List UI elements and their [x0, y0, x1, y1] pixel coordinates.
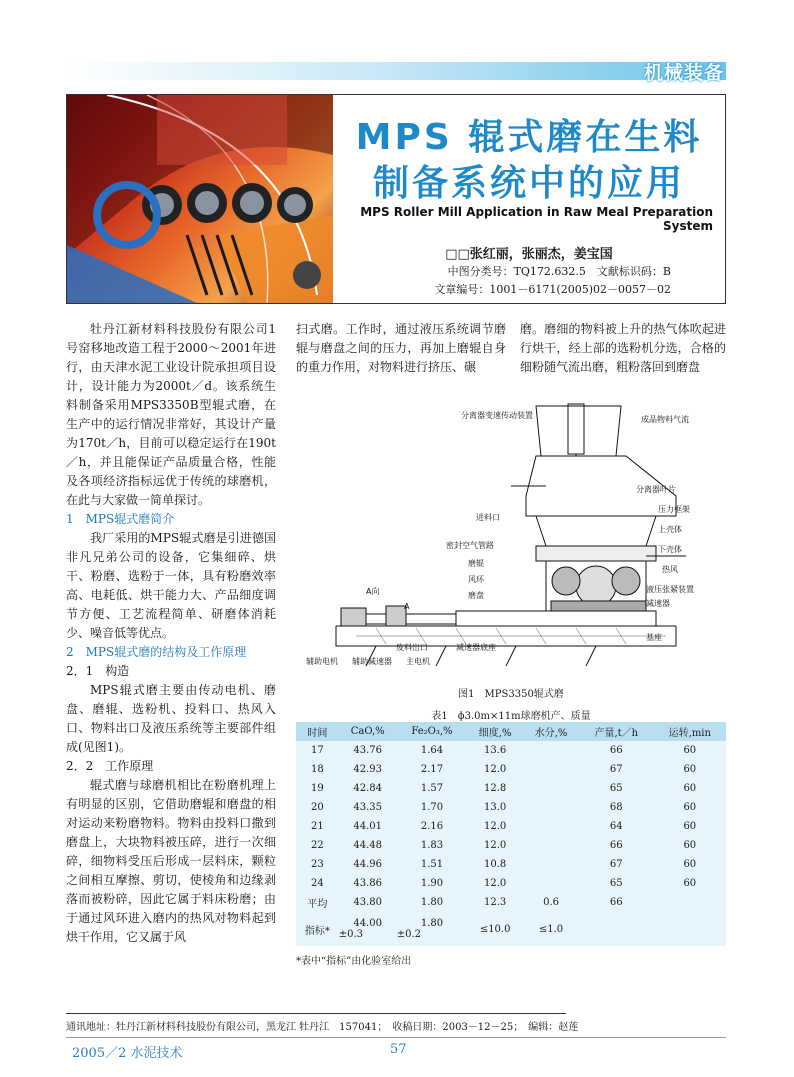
production-quality-table [296, 722, 726, 946]
page-number: 57 [390, 1042, 407, 1057]
table-row [296, 836, 726, 855]
table-cell [523, 798, 579, 817]
table-cell [654, 893, 726, 912]
header-band [66, 62, 726, 80]
spec-cao-value: 44.00 [353, 918, 383, 929]
table-cell: 60 [683, 878, 697, 889]
intro-paragraph: 牡丹江新材料科技股份有限公司1号窑移地改造工程于2000～2001年进行，由天津水泥工业设计院承担项目设计，设计能力为2000t／d。该系统生料制备采用MPS3350B型辊式磨，在生产中的运行情况非常好，其设计产量为170t／h，目前可以稳定运行在190t／h，并且能保证产品质量合格，性能及各项经济指标远优于传统的球磨机，在此与大家做一简单探讨。 [66, 322, 276, 507]
table-cell: 13.0 [484, 802, 507, 813]
english-title: MPS Roller Mill Application in Raw Meal Preparation System [360, 205, 713, 233]
column-header: 细度,% [478, 728, 512, 739]
table-cell: ≤10.0 [479, 923, 511, 935]
journal-name: 2005／2 水泥技术 [72, 1046, 183, 1061]
column-3 [520, 320, 726, 377]
label-hydraulic-tension: 液压张紧装置 [646, 585, 694, 594]
table-cell: 1.57 [420, 783, 444, 794]
table-cell: 60 [683, 745, 697, 756]
table-row [296, 874, 726, 893]
table-row [296, 893, 726, 912]
column-2 [296, 320, 506, 377]
label-reducer-base: 减速器底座 [456, 643, 496, 652]
gear-illustration [67, 95, 333, 303]
figure-caption: 图1 MPS3350辊式磨 [458, 689, 564, 700]
table-cell [339, 912, 397, 946]
subsection-2-1-paragraph: MPS辊式磨主要由传动电机、磨盘、磨辊、选粉机、投料口、热风入口、物料出口及液压系统等主要部件组成(见图1)。 [66, 683, 276, 754]
table-cell: 67 [609, 764, 623, 775]
table-cell: 1.80 [420, 897, 444, 908]
table-cell: 60 [683, 802, 697, 813]
table-cell: 60 [683, 840, 697, 851]
table-row [296, 779, 726, 798]
label-feed-inlet: 进料口 [476, 513, 500, 522]
column-1 [66, 320, 276, 947]
table-cell [397, 912, 467, 946]
gear-artwork [67, 95, 333, 303]
table-cell: 43.86 [353, 878, 383, 889]
column-2-text: 扫式磨。工作时，通过液压系统调节磨辊与磨盘之间的压力，再加上磨辊自身的重力作用，对物料进行挤压、碾 [296, 322, 506, 374]
spec-fe-tolerance: ±0.2 [396, 929, 422, 940]
table-cell: 44.96 [353, 859, 383, 870]
table-cell: 64 [609, 821, 623, 832]
article-number: 文章编号：1001－6171(2005)02－0057－02 [434, 283, 671, 296]
table-cell: 66 [609, 745, 623, 756]
label-main-motor: 主电机 [406, 657, 430, 666]
table-cell: 42.84 [353, 783, 383, 794]
table-cell: 44.48 [353, 840, 383, 851]
table-cell: 24 [311, 878, 324, 889]
table-cell: 10.8 [484, 859, 507, 870]
table-cell: 42.93 [353, 764, 383, 775]
table-row [296, 817, 726, 836]
table-row [296, 741, 726, 760]
table-row [296, 798, 726, 817]
table-cell: 13.6 [484, 745, 507, 756]
table-cell: 43.80 [353, 897, 383, 908]
label-foundation: 基座 [646, 633, 662, 642]
spec-cao-tolerance: ±0.3 [338, 929, 364, 940]
column-header: 水分,% [534, 728, 568, 739]
table-cell: 1.51 [420, 859, 444, 870]
table-cell: 44.01 [353, 821, 383, 832]
table-cell: 60 [683, 783, 697, 794]
article-title-line1: MPS 辊式磨在生料 [355, 117, 703, 158]
table-cell: 19 [311, 783, 324, 794]
label-wind-ring: 风环 [468, 575, 484, 584]
table-cell: 60 [683, 821, 697, 832]
table-cell [523, 779, 579, 798]
footer-divider [66, 1013, 566, 1014]
footer-bottom-rule [66, 1037, 726, 1038]
table-cell: 2.17 [420, 764, 444, 775]
table-row [296, 855, 726, 874]
table-cell [523, 836, 579, 855]
table-cell: 23 [311, 859, 324, 870]
table-cell: 12.0 [484, 840, 507, 851]
table-cell: 22 [311, 840, 324, 851]
column-3-text: 磨。磨细的物料被上升的热气体吹起进行烘干，经上部的选粉机分选，合格的细粉随气流出磨，粗粉落回到磨盘 [520, 322, 726, 374]
table-cell [654, 912, 726, 946]
authors: □□张红丽，张丽杰，姜宝国 [445, 247, 613, 262]
table-cell: 66 [609, 897, 623, 908]
table-cell [523, 874, 579, 893]
table-cell: 1.90 [420, 878, 444, 889]
table-cell: 65 [609, 878, 623, 889]
column-header: Fe₂O₃,% [411, 726, 453, 737]
label-reject-outlet: 废料出口 [396, 643, 428, 652]
table-cell: 指标* [304, 925, 330, 937]
label-thrust-reducer: 减速器 [646, 599, 670, 608]
table-cell: 1.83 [420, 840, 444, 851]
table-cell: 21 [311, 821, 324, 832]
label-hot-air: 热风 [662, 565, 678, 574]
label-separator-drive: 分离器变速传动装置 [461, 411, 533, 420]
table-cell: 0.6 [543, 897, 559, 908]
table-cell [523, 817, 579, 836]
table-row-spec [296, 912, 726, 946]
column-header: CaO,% [350, 726, 385, 737]
table-cell [523, 760, 579, 779]
table-cell: 1.70 [420, 802, 444, 813]
label-marker-a: A [404, 602, 410, 611]
subsection-heading-2-1: 2．1 构造 [66, 664, 130, 678]
table-cell [523, 741, 579, 760]
table-cell: 12.0 [484, 764, 507, 775]
section-label: 机械装备 [643, 62, 724, 84]
label-aux-reducer: 辅助减速器 [352, 657, 392, 666]
table-cell: 12.3 [484, 897, 507, 908]
table-header-row [296, 722, 726, 741]
label-table: 磨盘 [468, 591, 484, 600]
subsection-heading-2-2: 2．2 工作原理 [66, 759, 154, 773]
table-cell: 18 [311, 764, 324, 775]
table-cell: 60 [683, 764, 697, 775]
footer-contact: 通讯地址：牡丹江新材料科技股份有限公司，黑龙江 牡丹江 157041； 收稿日期：2003－12－25； 编辑：赵莲 [66, 1022, 579, 1033]
table-cell: 43.76 [353, 745, 383, 756]
table-cell: 66 [609, 840, 623, 851]
table-cell [579, 912, 654, 946]
table-cell: 43.35 [353, 802, 383, 813]
table-cell: 60 [683, 859, 697, 870]
column-header: 产量,t／h [594, 728, 639, 739]
label-seal-air-pipe: 密封空气管路 [446, 541, 494, 550]
table-cell: ≤1.0 [538, 923, 564, 935]
article-title-line2: 制备系统中的应用 [372, 163, 685, 204]
label-upper-housing: 上壳体 [658, 525, 682, 534]
label-separator-blades: 分离器叶片 [636, 485, 676, 494]
title-block [333, 95, 725, 303]
label-section-a: A向 [366, 587, 380, 596]
spec-fe-value: 1.80 [420, 918, 444, 929]
label-pressure-frame: 压力框架 [658, 505, 690, 514]
label-aux-motor: 辅助电机 [306, 657, 338, 666]
table-cell: 20 [311, 802, 324, 813]
table-cell: 平均 [307, 899, 328, 910]
label-product-airflow: 成品物料气流 [641, 415, 689, 424]
table-cell: 1.64 [420, 745, 444, 756]
table-cell: 12.0 [484, 821, 507, 832]
section-heading-2: 2 MPS辊式磨的结构及工作原理 [66, 645, 247, 659]
table-cell [523, 855, 579, 874]
label-lower-housing: 下壳体 [658, 545, 682, 554]
table-row [296, 760, 726, 779]
table-cell: 2.16 [420, 821, 444, 832]
table-cell: 12.0 [484, 878, 507, 889]
mill-diagram [296, 396, 726, 676]
table-cell: 67 [609, 859, 623, 870]
table-note: *表中“指标”由化验室给出 [296, 956, 412, 967]
subsection-2-2-paragraph: 辊式磨与球磨机相比在粉磨机理上有明显的区别，它借助磨辊和磨盘的相对运动来粉磨物料。物料由投料口撒到磨盘上，大块物料被压碎，进行一次细碎，细物料受压后形成一层料床，颗粒之间相互摩擦、剪切，使棱角和边缘剥落而被粉碎，因此它属于料床粉磨；由于通过风环进入磨内的热风对物料起到烘干作用，它又属于风 [66, 778, 276, 944]
table-cell: 65 [609, 783, 623, 794]
classification-line: 中图分类号：TQ172.632.5 文献标识码：B [447, 265, 671, 278]
table-cell: 68 [609, 802, 623, 813]
table-cell: 17 [311, 745, 324, 756]
table-caption: 表1 ϕ3.0m×11m球磨机产、质量 [431, 711, 591, 722]
label-roller: 磨辊 [468, 559, 484, 568]
table-cell: 12.8 [484, 783, 507, 794]
column-header: 运转,min [668, 728, 711, 739]
section-heading-1: 1 MPS辊式磨简介 [66, 512, 175, 526]
section-1-paragraph: 我厂采用的MPS辊式磨是引进德国非凡兄弟公司的设备，它集细碎、烘干、粉磨、选粉于一体，具有粉磨效率高、电耗低、烘干能力大、产品细度调节方便、工艺流程简单、研磨体消耗少、噪音低等优点。 [66, 531, 276, 640]
title-banner [66, 94, 726, 304]
column-header: 时间 [307, 728, 328, 739]
